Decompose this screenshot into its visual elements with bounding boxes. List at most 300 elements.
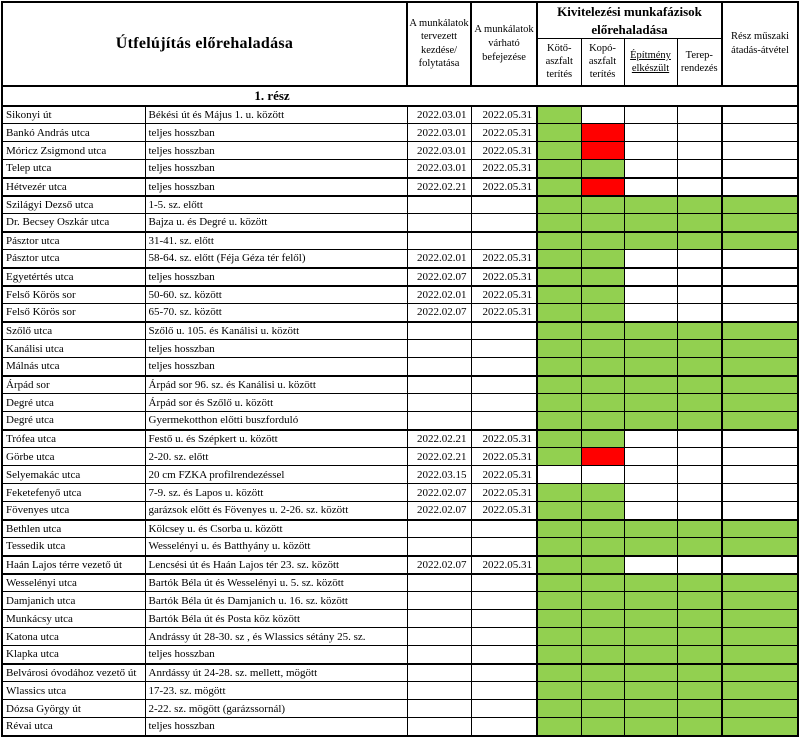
- phase-cell-terep: [677, 646, 722, 664]
- end-date-cell: [471, 520, 537, 538]
- phase-cell-kopo-aszfalt: [581, 340, 624, 358]
- phase-cell-epitmeny: [624, 250, 677, 268]
- location-cell: 31-41. sz. előtt: [145, 232, 407, 250]
- handover-status-cell: [722, 538, 798, 556]
- phase-cell-koto-aszfalt: [537, 286, 581, 304]
- location-cell: teljes hosszban: [145, 160, 407, 178]
- table-row: [2, 196, 798, 214]
- street-name-cell: Révai utca: [2, 718, 145, 736]
- phase-cell-kopo-aszfalt: [581, 286, 624, 304]
- street-name-cell: Egyetértés utca: [2, 268, 145, 286]
- end-date-cell: [471, 610, 537, 628]
- location-cell: Festő u. és Szépkert u. között: [145, 430, 407, 448]
- end-date-cell: 2022.05.31: [471, 268, 537, 286]
- location-cell: teljes hosszban: [145, 142, 407, 160]
- handover-status-cell: [722, 358, 798, 376]
- phase-cell-kopo-aszfalt: [581, 304, 624, 322]
- end-date-cell: [471, 538, 537, 556]
- street-name-cell: Katona utca: [2, 628, 145, 646]
- table-row: [2, 286, 798, 304]
- phase-cell-koto-aszfalt: [537, 304, 581, 322]
- phase-cell-epitmeny: [624, 574, 677, 592]
- start-date-cell: [407, 574, 471, 592]
- handover-status-cell: [722, 322, 798, 340]
- phase-cell-kopo-aszfalt: [581, 178, 624, 196]
- end-date-cell: [471, 592, 537, 610]
- end-date-cell: 2022.05.31: [471, 304, 537, 322]
- start-date-cell: 2022.02.07: [407, 556, 471, 574]
- street-name-cell: Dr. Becsey Oszkár utca: [2, 214, 145, 232]
- phase-cell-koto-aszfalt: [537, 160, 581, 178]
- table-row: [2, 232, 798, 250]
- phase-cell-koto-aszfalt: [537, 178, 581, 196]
- start-date-cell: [407, 700, 471, 718]
- handover-status-cell: [722, 556, 798, 574]
- phase-cell-koto-aszfalt: [537, 628, 581, 646]
- handover-status-cell: [722, 412, 798, 430]
- handover-status-cell: [722, 664, 798, 682]
- end-date-cell: 2022.05.31: [471, 430, 537, 448]
- handover-status-cell: [722, 448, 798, 466]
- phase-cell-koto-aszfalt: [537, 448, 581, 466]
- location-cell: garázsok előtt és Fövenyes u. 2-26. sz. között: [145, 502, 407, 520]
- location-cell: 50-60. sz. között: [145, 286, 407, 304]
- phase-cell-epitmeny: [624, 700, 677, 718]
- table-row: [2, 556, 798, 574]
- end-date-cell: 2022.05.31: [471, 484, 537, 502]
- phase-cell-koto-aszfalt: [537, 394, 581, 412]
- start-date-cell: 2022.02.07: [407, 268, 471, 286]
- phase-cell-koto-aszfalt: [537, 214, 581, 232]
- start-date-cell: 2022.03.01: [407, 124, 471, 142]
- phase-cell-terep: [677, 394, 722, 412]
- street-name-cell: Bethlen utca: [2, 520, 145, 538]
- phase-cell-koto-aszfalt: [537, 412, 581, 430]
- street-name-cell: Hétvezér utca: [2, 178, 145, 196]
- phase-cell-terep: [677, 700, 722, 718]
- start-date-cell: 2022.02.21: [407, 178, 471, 196]
- phase-cell-epitmeny: [624, 556, 677, 574]
- phase-cell-koto-aszfalt: [537, 196, 581, 214]
- phase-cell-terep: [677, 484, 722, 502]
- section-header: 1. rész: [2, 86, 798, 106]
- handover-status-cell: [722, 286, 798, 304]
- street-name-cell: Szilágyi Dezső utca: [2, 196, 145, 214]
- handover-status-cell: [722, 466, 798, 484]
- phase-cell-koto-aszfalt: [537, 484, 581, 502]
- phase-cell-epitmeny: [624, 610, 677, 628]
- column-header-expected-finish: A munkálatok várható befejezése: [471, 2, 537, 86]
- location-cell: Andrássy út 28-30. sz , és Wlassics sétány 25. sz.: [145, 628, 407, 646]
- location-cell: teljes hosszban: [145, 268, 407, 286]
- location-cell: Szőlő u. 105. és Kanálisi u. között: [145, 322, 407, 340]
- location-cell: Bajza u. és Degré u. között: [145, 214, 407, 232]
- phase-cell-terep: [677, 268, 722, 286]
- phase-cell-epitmeny: [624, 232, 677, 250]
- table-row: [2, 214, 798, 232]
- handover-status-cell: [722, 592, 798, 610]
- table-row: [2, 250, 798, 268]
- street-name-cell: Belvárosi óvodához vezető út: [2, 664, 145, 682]
- phase-cell-epitmeny: [624, 322, 677, 340]
- start-date-cell: 2022.02.21: [407, 448, 471, 466]
- end-date-cell: 2022.05.31: [471, 502, 537, 520]
- phase-cell-terep: [677, 160, 722, 178]
- location-cell: Wesselényi u. és Batthyány u. között: [145, 538, 407, 556]
- phase-cell-kopo-aszfalt: [581, 682, 624, 700]
- phase-cell-koto-aszfalt: [537, 430, 581, 448]
- start-date-cell: [407, 196, 471, 214]
- start-date-cell: [407, 538, 471, 556]
- handover-status-cell: [722, 682, 798, 700]
- column-header-kopo-aszfalt: Kopó-aszfalt terítés: [581, 39, 624, 86]
- phase-cell-terep: [677, 412, 722, 430]
- phase-cell-epitmeny: [624, 664, 677, 682]
- phase-cell-epitmeny: [624, 484, 677, 502]
- end-date-cell: 2022.05.31: [471, 448, 537, 466]
- table-row: [2, 430, 798, 448]
- end-date-cell: [471, 196, 537, 214]
- phase-cell-kopo-aszfalt: [581, 376, 624, 394]
- handover-status-cell: [722, 718, 798, 736]
- street-name-cell: Dózsa György út: [2, 700, 145, 718]
- phase-cell-terep: [677, 592, 722, 610]
- phase-cell-koto-aszfalt: [537, 376, 581, 394]
- phase-cell-terep: [677, 124, 722, 142]
- street-name-cell: Wlassics utca: [2, 682, 145, 700]
- street-name-cell: Munkácsy utca: [2, 610, 145, 628]
- phase-cell-terep: [677, 196, 722, 214]
- phase-cell-epitmeny: [624, 268, 677, 286]
- street-name-cell: Árpád sor: [2, 376, 145, 394]
- street-name-cell: Málnás utca: [2, 358, 145, 376]
- phase-cell-kopo-aszfalt: [581, 232, 624, 250]
- phase-cell-terep: [677, 142, 722, 160]
- table-body: [2, 106, 798, 736]
- phase-cell-terep: [677, 466, 722, 484]
- street-name-cell: Trófea utca: [2, 430, 145, 448]
- table-row: [2, 466, 798, 484]
- end-date-cell: [471, 340, 537, 358]
- location-cell: 2-22. sz. mögött (garázssornál): [145, 700, 407, 718]
- phase-cell-koto-aszfalt: [537, 718, 581, 736]
- phase-cell-epitmeny: [624, 592, 677, 610]
- phase-cell-terep: [677, 520, 722, 538]
- phase-cell-epitmeny: [624, 160, 677, 178]
- street-name-cell: Sikonyi út: [2, 106, 145, 124]
- phase-cell-koto-aszfalt: [537, 250, 581, 268]
- table-row: [2, 376, 798, 394]
- phase-cell-terep: [677, 250, 722, 268]
- start-date-cell: [407, 214, 471, 232]
- handover-status-cell: [722, 610, 798, 628]
- phase-cell-koto-aszfalt: [537, 520, 581, 538]
- phase-cell-terep: [677, 430, 722, 448]
- phase-cell-koto-aszfalt: [537, 574, 581, 592]
- table-row: [2, 628, 798, 646]
- location-cell: teljes hosszban: [145, 124, 407, 142]
- street-name-cell: Pásztor utca: [2, 250, 145, 268]
- end-date-cell: [471, 718, 537, 736]
- phase-cell-epitmeny: [624, 682, 677, 700]
- street-name-cell: Haán Lajos térre vezető út: [2, 556, 145, 574]
- start-date-cell: [407, 664, 471, 682]
- progress-table: [1, 1, 799, 737]
- street-name-cell: Felső Körös sor: [2, 286, 145, 304]
- phase-cell-terep: [677, 448, 722, 466]
- phase-cell-epitmeny: [624, 340, 677, 358]
- phase-cell-epitmeny: [624, 628, 677, 646]
- handover-status-cell: [722, 124, 798, 142]
- location-cell: teljes hosszban: [145, 178, 407, 196]
- phase-cell-kopo-aszfalt: [581, 394, 624, 412]
- handover-status-cell: [722, 430, 798, 448]
- phase-cell-kopo-aszfalt: [581, 610, 624, 628]
- phase-cell-epitmeny: [624, 412, 677, 430]
- end-date-cell: 2022.05.31: [471, 160, 537, 178]
- phase-cell-terep: [677, 556, 722, 574]
- handover-status-cell: [722, 484, 798, 502]
- start-date-cell: 2022.02.01: [407, 250, 471, 268]
- phase-cell-kopo-aszfalt: [581, 592, 624, 610]
- phase-cell-kopo-aszfalt: [581, 106, 624, 124]
- start-date-cell: [407, 592, 471, 610]
- street-name-cell: Selyemakác utca: [2, 466, 145, 484]
- phase-cell-koto-aszfalt: [537, 556, 581, 574]
- handover-status-cell: [722, 376, 798, 394]
- table-row: [2, 358, 798, 376]
- table-row: [2, 268, 798, 286]
- phase-cell-terep: [677, 358, 722, 376]
- column-group-header-phases: Kivitelezési munkafázisok előrehaladása: [537, 2, 722, 39]
- phase-cell-koto-aszfalt: [537, 664, 581, 682]
- phase-cell-koto-aszfalt: [537, 646, 581, 664]
- start-date-cell: [407, 322, 471, 340]
- location-cell: Lencsési út és Haán Lajos tér 23. sz. között: [145, 556, 407, 574]
- phase-cell-kopo-aszfalt: [581, 646, 624, 664]
- start-date-cell: 2022.02.01: [407, 286, 471, 304]
- phase-cell-epitmeny: [624, 106, 677, 124]
- location-cell: Bartók Béla út és Posta köz között: [145, 610, 407, 628]
- phase-cell-terep: [677, 610, 722, 628]
- phase-cell-kopo-aszfalt: [581, 214, 624, 232]
- phase-cell-epitmeny: [624, 646, 677, 664]
- table-row: [2, 538, 798, 556]
- phase-cell-epitmeny: [624, 286, 677, 304]
- phase-cell-epitmeny: [624, 430, 677, 448]
- phase-cell-kopo-aszfalt: [581, 124, 624, 142]
- table-row: [2, 520, 798, 538]
- column-header-terep-rendezes: Terep-rendezés: [677, 39, 722, 86]
- start-date-cell: [407, 610, 471, 628]
- start-date-cell: [407, 232, 471, 250]
- start-date-cell: [407, 628, 471, 646]
- street-name-cell: Móricz Zsigmond utca: [2, 142, 145, 160]
- phase-cell-terep: [677, 322, 722, 340]
- end-date-cell: [471, 412, 537, 430]
- phase-cell-terep: [677, 682, 722, 700]
- street-name-cell: Damjanich utca: [2, 592, 145, 610]
- phase-cell-koto-aszfalt: [537, 466, 581, 484]
- location-cell: Anrdássy út 24-28. sz. mellett, mögött: [145, 664, 407, 682]
- end-date-cell: [471, 646, 537, 664]
- column-header-planned-start: A munkálatok tervezett kezdése/ folytatása: [407, 2, 471, 86]
- handover-status-cell: [722, 304, 798, 322]
- handover-status-cell: [722, 250, 798, 268]
- phase-cell-terep: [677, 538, 722, 556]
- table-row: [2, 592, 798, 610]
- start-date-cell: [407, 358, 471, 376]
- table-row: [2, 718, 798, 736]
- street-name-cell: Tessedik utca: [2, 538, 145, 556]
- handover-status-cell: [722, 106, 798, 124]
- start-date-cell: 2022.03.01: [407, 160, 471, 178]
- table-row: [2, 106, 798, 124]
- phase-cell-koto-aszfalt: [537, 538, 581, 556]
- phase-cell-epitmeny: [624, 520, 677, 538]
- handover-status-cell: [722, 646, 798, 664]
- phase-cell-kopo-aszfalt: [581, 718, 624, 736]
- end-date-cell: 2022.05.31: [471, 106, 537, 124]
- location-cell: 2-20. sz. előtt: [145, 448, 407, 466]
- table-row: [2, 610, 798, 628]
- phase-cell-terep: [677, 664, 722, 682]
- street-name-cell: Telep utca: [2, 160, 145, 178]
- phase-cell-koto-aszfalt: [537, 340, 581, 358]
- phase-cell-koto-aszfalt: [537, 268, 581, 286]
- phase-cell-epitmeny: [624, 394, 677, 412]
- handover-status-cell: [722, 628, 798, 646]
- handover-status-cell: [722, 214, 798, 232]
- table-row: [2, 394, 798, 412]
- street-name-cell: Degré utca: [2, 412, 145, 430]
- phase-cell-koto-aszfalt: [537, 682, 581, 700]
- phase-cell-terep: [677, 178, 722, 196]
- location-cell: 65-70. sz. között: [145, 304, 407, 322]
- handover-status-cell: [722, 700, 798, 718]
- start-date-cell: 2022.03.01: [407, 142, 471, 160]
- start-date-cell: [407, 520, 471, 538]
- street-name-cell: Fövenyes utca: [2, 502, 145, 520]
- start-date-cell: [407, 682, 471, 700]
- phase-cell-kopo-aszfalt: [581, 142, 624, 160]
- phase-cell-koto-aszfalt: [537, 232, 581, 250]
- handover-status-cell: [722, 142, 798, 160]
- phase-cell-kopo-aszfalt: [581, 322, 624, 340]
- location-cell: Bartók Béla út és Damjanich u. 16. sz. között: [145, 592, 407, 610]
- handover-status-cell: [722, 502, 798, 520]
- phase-cell-epitmeny: [624, 304, 677, 322]
- column-header-epitmeny-elkeszult: Építmény elkészült: [624, 39, 677, 86]
- end-date-cell: [471, 574, 537, 592]
- phase-cell-kopo-aszfalt: [581, 430, 624, 448]
- location-cell: Békési út és Május 1. u. között: [145, 106, 407, 124]
- table-row: [2, 340, 798, 358]
- start-date-cell: 2022.02.21: [407, 430, 471, 448]
- phase-cell-epitmeny: [624, 448, 677, 466]
- end-date-cell: [471, 322, 537, 340]
- phase-cell-epitmeny: [624, 718, 677, 736]
- end-date-cell: 2022.05.31: [471, 142, 537, 160]
- end-date-cell: 2022.05.31: [471, 250, 537, 268]
- phase-cell-terep: [677, 376, 722, 394]
- start-date-cell: [407, 376, 471, 394]
- phase-cell-epitmeny: [624, 502, 677, 520]
- phase-cell-koto-aszfalt: [537, 142, 581, 160]
- start-date-cell: [407, 394, 471, 412]
- location-cell: Árpád sor 96. sz. és Kanálisi u. között: [145, 376, 407, 394]
- phase-cell-epitmeny: [624, 538, 677, 556]
- handover-status-cell: [722, 520, 798, 538]
- start-date-cell: 2022.03.15: [407, 466, 471, 484]
- phase-cell-kopo-aszfalt: [581, 520, 624, 538]
- table-row: [2, 664, 798, 682]
- location-cell: 20 cm FZKA profilrendezéssel: [145, 466, 407, 484]
- phase-cell-koto-aszfalt: [537, 322, 581, 340]
- street-name-cell: Kanálisi utca: [2, 340, 145, 358]
- handover-status-cell: [722, 196, 798, 214]
- column-header-handover: Rész műszaki átadás-átvétel: [722, 2, 798, 86]
- phase-cell-kopo-aszfalt: [581, 466, 624, 484]
- phase-cell-kopo-aszfalt: [581, 412, 624, 430]
- street-name-cell: Degré utca: [2, 394, 145, 412]
- end-date-cell: [471, 682, 537, 700]
- street-name-cell: Pásztor utca: [2, 232, 145, 250]
- phase-cell-terep: [677, 286, 722, 304]
- page-title: Útfelújítás előrehaladása: [2, 2, 407, 86]
- table-row: [2, 700, 798, 718]
- street-name-cell: Szőlő utca: [2, 322, 145, 340]
- table-row: [2, 682, 798, 700]
- end-date-cell: 2022.05.31: [471, 178, 537, 196]
- phase-cell-kopo-aszfalt: [581, 250, 624, 268]
- phase-cell-kopo-aszfalt: [581, 538, 624, 556]
- phase-cell-kopo-aszfalt: [581, 196, 624, 214]
- phase-cell-koto-aszfalt: [537, 124, 581, 142]
- location-cell: Kölcsey u. és Csorba u. között: [145, 520, 407, 538]
- column-header-koto-aszfalt: Kötő-aszfalt terítés: [537, 39, 581, 86]
- phase-cell-terep: [677, 106, 722, 124]
- location-cell: Gyermekotthon előtti buszforduló: [145, 412, 407, 430]
- street-name-cell: Wesselényi utca: [2, 574, 145, 592]
- phase-cell-epitmeny: [624, 358, 677, 376]
- phase-cell-epitmeny: [624, 142, 677, 160]
- phase-cell-kopo-aszfalt: [581, 628, 624, 646]
- phase-cell-terep: [677, 214, 722, 232]
- phase-cell-epitmeny: [624, 124, 677, 142]
- phase-cell-kopo-aszfalt: [581, 502, 624, 520]
- handover-status-cell: [722, 232, 798, 250]
- street-name-cell: Felső Körös sor: [2, 304, 145, 322]
- table-row: [2, 304, 798, 322]
- start-date-cell: 2022.02.07: [407, 304, 471, 322]
- table-row: [2, 484, 798, 502]
- location-cell: 17-23. sz. mögött: [145, 682, 407, 700]
- location-cell: teljes hosszban: [145, 340, 407, 358]
- location-cell: Bartók Béla út és Wesselényi u. 5. sz. között: [145, 574, 407, 592]
- table-row: [2, 322, 798, 340]
- table-row: [2, 124, 798, 142]
- location-cell: Árpád sor és Szőlő u. között: [145, 394, 407, 412]
- location-cell: 1-5. sz. előtt: [145, 196, 407, 214]
- phase-cell-kopo-aszfalt: [581, 556, 624, 574]
- handover-status-cell: [722, 394, 798, 412]
- phase-cell-terep: [677, 718, 722, 736]
- start-date-cell: [407, 412, 471, 430]
- end-date-cell: [471, 232, 537, 250]
- end-date-cell: [471, 628, 537, 646]
- end-date-cell: [471, 214, 537, 232]
